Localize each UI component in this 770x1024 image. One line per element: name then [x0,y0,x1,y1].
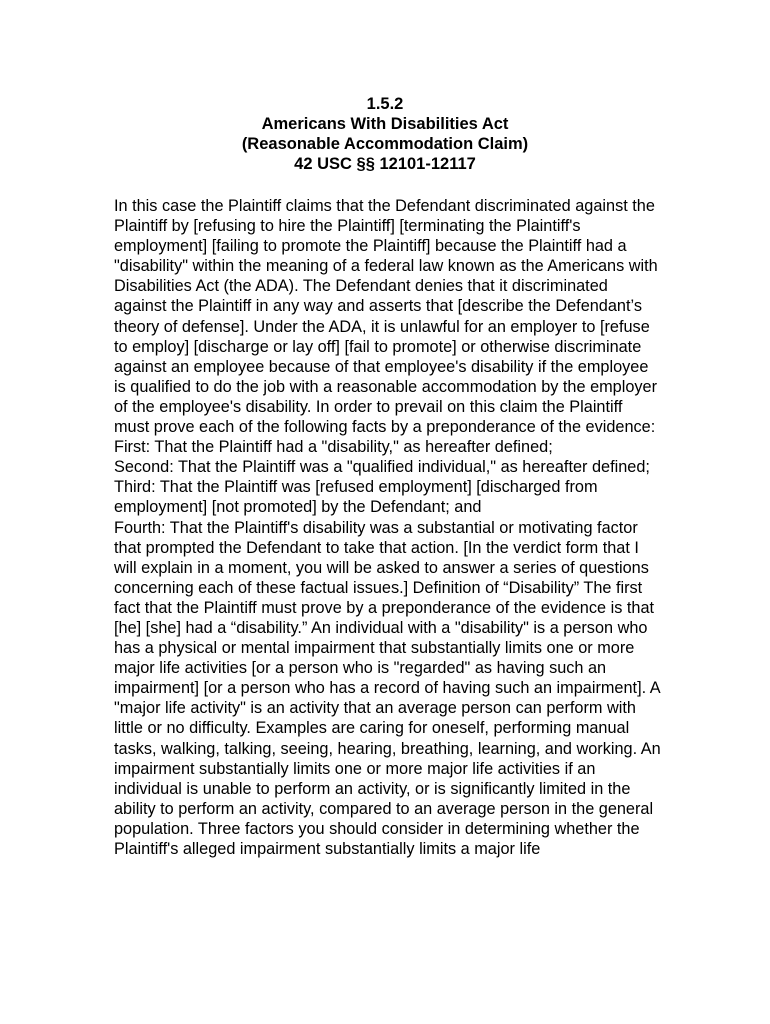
body-text [114,196,662,859]
page-title: Americans With Disabilities Act [261,115,509,133]
element-second: Second: That the Plaintiff was a "qualified individual," as hereafter defined; [114,458,650,477]
statute-citation: 42 USC §§ 12101-12117 [294,155,476,173]
page-subtitle: (Reasonable Accommodation Claim) [241,135,529,153]
element-third: Third: That the Plaintiff was [refused employment] [discharged from employment] [not promoted] by the Defendant; and [114,478,598,517]
section-number: 1.5.2 [366,95,404,113]
intro-paragraph: In this case the Plaintiff claims that the Defendant discriminated against the Plaintiff by [refusing to hire the Plaintiff] [terminating the Plaintiff's employment] [failing to promote the Plaintiff] because the Plaintiff had a "disability" within the meaning of a federal law known as the Americans with Disabilities Act (the ADA). The Defendant denies that it discriminated against the Plaintiff in any way and asserts that [describe the Defendant’s theory of defense]. Under the ADA, it is unlawful for an employer to [refuse to employ] [discharge or lay off] [fail to promote] or otherwise discriminate against an employee because of that employee's disability if the employee is qualified to do the job with a reasonable accommodation by the employer of the employee's disability. In order to prevail on this claim the Plaintiff must prove each of the following facts by a preponderance of the evidence: [114,197,658,437]
heading-block [0,94,770,174]
element-first: First: That the Plaintiff had a "disability," as hereafter defined; [114,438,553,457]
element-fourth-and-definition: Fourth: That the Plaintiff's disability was a substantial or motivating factor that prompted the Defendant to take that action. [In the verdict form that I will explain in a moment, you will be asked to answer a series of questions concerning each of these factual issues.] Definition of “Disability” The first fact that the Plaintiff must prove by a preponderance of the evidence is that [he] [she] had a “disability.” An individual with a "disability" is a person who has a physical or mental impairment that substantially limits one or more major life activities [or a person who is "regarded" as having such an impairment] [or a person who has a record of having such an impairment]. A "major life activity" is an activity that an average person can perform with little or no difficulty. Examples are caring for oneself, performing manual tasks, walking, talking, seeing, hearing, breathing, learning, and working. An impairment substantially limits one or more major life activities if an individual is unable to perform an activity, or is significantly limited in the ability to perform an activity, compared to an average person in the general population. Three factors you should consider in determining whether the Plaintiff's alleged impairment substantially limits a major life [114,518,661,858]
